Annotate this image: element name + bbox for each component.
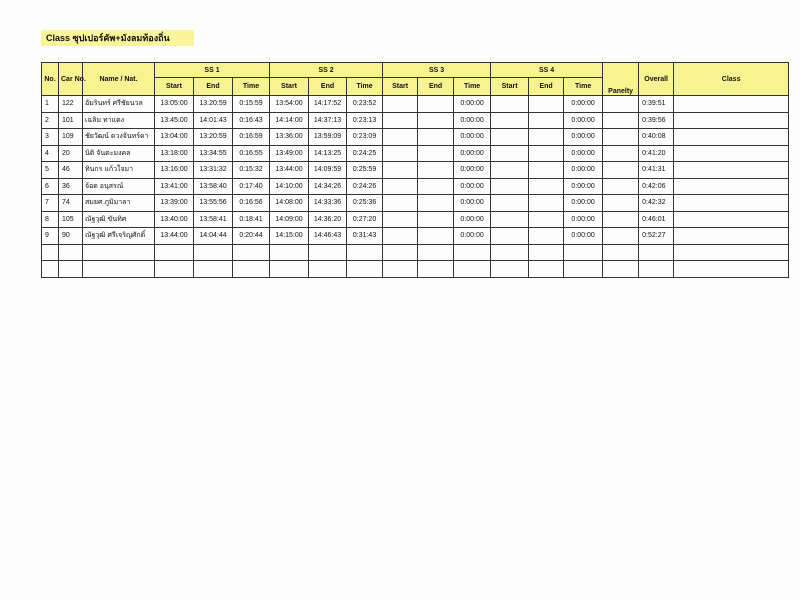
cell-ss3-start xyxy=(383,129,418,146)
cell-car-no: 36 xyxy=(59,178,83,195)
cell-ss2-time xyxy=(347,244,383,261)
cell-overall: 0:41:20 xyxy=(639,145,674,162)
cell-ss4-end xyxy=(529,96,564,113)
cell-ss2-start xyxy=(270,244,309,261)
cell-ss1-end: 13:58:40 xyxy=(194,178,233,195)
table-row xyxy=(42,228,789,245)
cell-no: 5 xyxy=(42,162,59,179)
cell-ss4-time: 0:00:00 xyxy=(564,112,603,129)
cell-ss3-start xyxy=(383,228,418,245)
header-name: Name / Nat. xyxy=(83,63,155,96)
cell-ss2-time: 0:25:36 xyxy=(347,195,383,212)
header-ss2: SS 2 xyxy=(270,63,383,78)
cell-penalty xyxy=(603,162,639,179)
class-title: Class ซุปเปอร์คัพ+มังลมท้องถิ่น xyxy=(41,30,194,46)
cell-ss3-end xyxy=(418,112,454,129)
cell-no: 8 xyxy=(42,211,59,228)
cell-ss4-end xyxy=(529,145,564,162)
header-ss3-start: Start xyxy=(383,78,418,96)
cell-car-no: 20 xyxy=(59,145,83,162)
cell-ss4-end xyxy=(529,261,564,278)
cell-ss4-start xyxy=(491,228,529,245)
cell-ss3-time: 0:00:00 xyxy=(454,129,491,146)
cell-no: 9 xyxy=(42,228,59,245)
cell-name: สมยศ ภูมิมาลา xyxy=(83,195,155,212)
header-ss3-time: Time xyxy=(454,78,491,96)
cell-overall: 0:39:56 xyxy=(639,112,674,129)
cell-name: จ้อด อนุสรณ์ xyxy=(83,178,155,195)
table-row xyxy=(42,244,789,261)
cell-ss2-end: 14:34:26 xyxy=(309,178,347,195)
cell-ss1-end: 13:31:32 xyxy=(194,162,233,179)
cell-ss2-end: 14:33:36 xyxy=(309,195,347,212)
cell-ss3-end xyxy=(418,178,454,195)
cell-ss4-time: 0:00:00 xyxy=(564,129,603,146)
header-ss1-start: Start xyxy=(155,78,194,96)
cell-ss2-start: 14:14:00 xyxy=(270,112,309,129)
cell-ss4-end xyxy=(529,178,564,195)
cell-ss2-start: 13:54:00 xyxy=(270,96,309,113)
cell-ss3-start xyxy=(383,261,418,278)
header-ss3-end: End xyxy=(418,78,454,96)
table-row xyxy=(42,162,789,179)
cell-name: อัมรินทร์ ศรีชัยนวล xyxy=(83,96,155,113)
cell-ss3-start xyxy=(383,145,418,162)
cell-ss1-start xyxy=(155,261,194,278)
cell-ss4-time: 0:00:00 xyxy=(564,211,603,228)
cell-ss3-end xyxy=(418,145,454,162)
header-overall: Overall xyxy=(639,63,674,96)
cell-ss2-end: 14:17:52 xyxy=(309,96,347,113)
cell-ss3-time: 0:00:00 xyxy=(454,112,491,129)
cell-ss3-time: 0:00:00 xyxy=(454,96,491,113)
cell-ss3-end xyxy=(418,244,454,261)
cell-ss4-end xyxy=(529,195,564,212)
cell-ss1-end: 14:04:44 xyxy=(194,228,233,245)
cell-ss1-time: 0:17:40 xyxy=(233,178,270,195)
cell-ss4-time: 0:00:00 xyxy=(564,178,603,195)
cell-ss4-time xyxy=(564,244,603,261)
cell-ss1-start: 13:16:00 xyxy=(155,162,194,179)
cell-ss2-time: 0:23:13 xyxy=(347,112,383,129)
cell-ss1-start: 13:41:00 xyxy=(155,178,194,195)
cell-ss3-time: 0:00:00 xyxy=(454,195,491,212)
cell-ss1-end: 13:55:56 xyxy=(194,195,233,212)
header-row-top xyxy=(42,63,789,78)
cell-no: 2 xyxy=(42,112,59,129)
cell-no: 6 xyxy=(42,178,59,195)
cell-ss3-end xyxy=(418,162,454,179)
cell-name: ทินกร แก้วใจมา xyxy=(83,162,155,179)
header-penalty: Panelty xyxy=(603,63,639,96)
cell-ss2-end: 14:46:43 xyxy=(309,228,347,245)
header-ss4: SS 4 xyxy=(491,63,603,78)
cell-ss3-start xyxy=(383,244,418,261)
cell-ss4-start xyxy=(491,145,529,162)
cell-ss2-time: 0:24:26 xyxy=(347,178,383,195)
cell-car-no: 101 xyxy=(59,112,83,129)
header-ss2-time: Time xyxy=(347,78,383,96)
cell-ss2-start: 13:44:00 xyxy=(270,162,309,179)
cell-no: 1 xyxy=(42,96,59,113)
cell-ss3-start xyxy=(383,178,418,195)
header-ss4-start: Start xyxy=(491,78,529,96)
cell-ss3-end xyxy=(418,195,454,212)
cell-ss2-time: 0:23:09 xyxy=(347,129,383,146)
cell-car-no: 90 xyxy=(59,228,83,245)
cell-ss4-end xyxy=(529,244,564,261)
cell-ss3-end xyxy=(418,228,454,245)
cell-ss4-start xyxy=(491,195,529,212)
cell-ss3-time: 0:00:00 xyxy=(454,162,491,179)
cell-ss4-end xyxy=(529,129,564,146)
cell-ss2-start: 13:36:00 xyxy=(270,129,309,146)
cell-overall: 0:39:51 xyxy=(639,96,674,113)
cell-ss2-start xyxy=(270,261,309,278)
cell-ss3-end xyxy=(418,129,454,146)
cell-ss2-start: 14:08:00 xyxy=(270,195,309,212)
cell-ss2-end: 14:37:13 xyxy=(309,112,347,129)
cell-ss1-time: 0:16:59 xyxy=(233,129,270,146)
cell-ss4-end xyxy=(529,228,564,245)
cell-ss2-end: 14:09:59 xyxy=(309,162,347,179)
cell-ss3-start xyxy=(383,211,418,228)
cell-ss2-time: 0:25:59 xyxy=(347,162,383,179)
table-row xyxy=(42,145,789,162)
cell-name: นิติ จันตะมงคล xyxy=(83,145,155,162)
cell-ss1-time: 0:16:55 xyxy=(233,145,270,162)
cell-penalty xyxy=(603,112,639,129)
cell-class xyxy=(674,129,789,146)
cell-name: ชัยวัฒน์ ดวงจันทร์ดา xyxy=(83,129,155,146)
cell-ss3-start xyxy=(383,112,418,129)
cell-ss1-time xyxy=(233,261,270,278)
cell-overall: 0:46:01 xyxy=(639,211,674,228)
cell-ss4-end xyxy=(529,211,564,228)
cell-ss2-start: 14:15:00 xyxy=(270,228,309,245)
cell-penalty xyxy=(603,244,639,261)
cell-class xyxy=(674,195,789,212)
cell-ss4-start xyxy=(491,112,529,129)
cell-ss4-start xyxy=(491,244,529,261)
cell-ss2-end xyxy=(309,244,347,261)
cell-ss2-start: 13:49:00 xyxy=(270,145,309,162)
cell-ss4-start xyxy=(491,261,529,278)
cell-class xyxy=(674,96,789,113)
cell-ss1-start: 13:39:00 xyxy=(155,195,194,212)
cell-ss1-start: 13:44:00 xyxy=(155,228,194,245)
cell-ss3-end xyxy=(418,261,454,278)
table-row xyxy=(42,211,789,228)
cell-ss1-time: 0:20:44 xyxy=(233,228,270,245)
cell-name: เฉลิม ทาแดง xyxy=(83,112,155,129)
cell-class xyxy=(674,244,789,261)
cell-car-no: 46 xyxy=(59,162,83,179)
cell-name xyxy=(83,261,155,278)
cell-penalty xyxy=(603,96,639,113)
cell-penalty xyxy=(603,129,639,146)
cell-class xyxy=(674,178,789,195)
cell-penalty xyxy=(603,195,639,212)
cell-car-no: 109 xyxy=(59,129,83,146)
cell-name: ณัฐวุฒิ ศรีเจริญศักดิ์ xyxy=(83,228,155,245)
cell-ss4-time xyxy=(564,261,603,278)
cell-ss4-start xyxy=(491,129,529,146)
cell-ss2-time: 0:23:52 xyxy=(347,96,383,113)
cell-ss1-start: 13:45:00 xyxy=(155,112,194,129)
cell-overall xyxy=(639,261,674,278)
cell-ss2-end: 14:13:25 xyxy=(309,145,347,162)
cell-ss1-time: 0:15:59 xyxy=(233,96,270,113)
cell-ss4-start xyxy=(491,178,529,195)
cell-ss2-start: 14:10:00 xyxy=(270,178,309,195)
cell-ss4-time: 0:00:00 xyxy=(564,195,603,212)
cell-ss2-time: 0:31:43 xyxy=(347,228,383,245)
cell-ss4-time: 0:00:00 xyxy=(564,228,603,245)
cell-ss4-start xyxy=(491,96,529,113)
cell-ss4-time: 0:00:00 xyxy=(564,145,603,162)
cell-ss2-end xyxy=(309,261,347,278)
cell-ss1-end: 14:01:43 xyxy=(194,112,233,129)
cell-no xyxy=(42,261,59,278)
cell-overall: 0:42:32 xyxy=(639,195,674,212)
cell-class xyxy=(674,145,789,162)
cell-no: 4 xyxy=(42,145,59,162)
cell-ss4-end xyxy=(529,112,564,129)
cell-overall: 0:42:06 xyxy=(639,178,674,195)
cell-car-no: 122 xyxy=(59,96,83,113)
cell-ss1-start: 13:18:00 xyxy=(155,145,194,162)
cell-ss1-end: 13:20:59 xyxy=(194,96,233,113)
cell-ss3-time: 0:00:00 xyxy=(454,178,491,195)
cell-ss2-time xyxy=(347,261,383,278)
cell-car-no xyxy=(59,261,83,278)
cell-ss2-start: 14:09:00 xyxy=(270,211,309,228)
header-ss2-start: Start xyxy=(270,78,309,96)
cell-overall: 0:40:08 xyxy=(639,129,674,146)
cell-ss1-time xyxy=(233,244,270,261)
cell-overall: 0:52:27 xyxy=(639,228,674,245)
cell-penalty xyxy=(603,211,639,228)
cell-penalty xyxy=(603,178,639,195)
cell-class xyxy=(674,228,789,245)
cell-penalty xyxy=(603,228,639,245)
cell-no xyxy=(42,244,59,261)
cell-overall: 0:41:31 xyxy=(639,162,674,179)
cell-ss3-start xyxy=(383,162,418,179)
cell-car-no: 74 xyxy=(59,195,83,212)
results-body xyxy=(42,96,789,278)
cell-ss1-time: 0:16:43 xyxy=(233,112,270,129)
table-row xyxy=(42,112,789,129)
cell-no: 3 xyxy=(42,129,59,146)
cell-ss1-start xyxy=(155,244,194,261)
cell-name xyxy=(83,244,155,261)
cell-ss2-time: 0:27:20 xyxy=(347,211,383,228)
cell-ss3-time: 0:00:00 xyxy=(454,228,491,245)
cell-ss3-time xyxy=(454,261,491,278)
cell-class xyxy=(674,162,789,179)
cell-ss4-time: 0:00:00 xyxy=(564,96,603,113)
cell-ss3-end xyxy=(418,211,454,228)
cell-class xyxy=(674,211,789,228)
cell-ss3-end xyxy=(418,96,454,113)
table-row xyxy=(42,178,789,195)
cell-ss3-start xyxy=(383,96,418,113)
cell-ss4-time: 0:00:00 xyxy=(564,162,603,179)
cell-car-no xyxy=(59,244,83,261)
cell-name: ณัฐวุฒิ ขันทิศ xyxy=(83,211,155,228)
cell-no: 7 xyxy=(42,195,59,212)
cell-class xyxy=(674,112,789,129)
cell-penalty xyxy=(603,261,639,278)
cell-ss2-end: 13:59:09 xyxy=(309,129,347,146)
cell-ss4-start xyxy=(491,211,529,228)
header-no: No. xyxy=(42,63,59,96)
header-ss2-end: End xyxy=(309,78,347,96)
cell-ss1-end: 13:20:59 xyxy=(194,129,233,146)
cell-ss1-start: 13:40:00 xyxy=(155,211,194,228)
cell-ss1-end xyxy=(194,261,233,278)
table-row xyxy=(42,195,789,212)
header-ss4-time: Time xyxy=(564,78,603,96)
cell-ss2-time: 0:24:25 xyxy=(347,145,383,162)
cell-ss2-end: 14:36:20 xyxy=(309,211,347,228)
cell-penalty xyxy=(603,145,639,162)
cell-ss1-time: 0:18:41 xyxy=(233,211,270,228)
cell-ss1-end: 13:34:55 xyxy=(194,145,233,162)
header-ss4-end: End xyxy=(529,78,564,96)
cell-ss1-start: 13:05:00 xyxy=(155,96,194,113)
table-row xyxy=(42,261,789,278)
cell-ss3-time: 0:00:00 xyxy=(454,211,491,228)
header-class: Class xyxy=(674,63,789,96)
cell-class xyxy=(674,261,789,278)
cell-overall xyxy=(639,244,674,261)
cell-ss3-start xyxy=(383,195,418,212)
table-row xyxy=(42,129,789,146)
cell-car-no: 105 xyxy=(59,211,83,228)
cell-ss1-end xyxy=(194,244,233,261)
header-ss1-time: Time xyxy=(233,78,270,96)
table-row xyxy=(42,96,789,113)
cell-ss4-end xyxy=(529,162,564,179)
cell-ss1-time: 0:16:56 xyxy=(233,195,270,212)
header-ss1-end: End xyxy=(194,78,233,96)
cell-ss1-time: 0:15:32 xyxy=(233,162,270,179)
cell-ss4-start xyxy=(491,162,529,179)
header-ss3: SS 3 xyxy=(383,63,491,78)
header-car-no: Car No. xyxy=(59,63,83,96)
cell-ss3-time xyxy=(454,244,491,261)
cell-ss1-end: 13:58:41 xyxy=(194,211,233,228)
header-ss1: SS 1 xyxy=(155,63,270,78)
results-table xyxy=(41,62,789,278)
cell-ss3-time: 0:00:00 xyxy=(454,145,491,162)
cell-ss1-start: 13:04:00 xyxy=(155,129,194,146)
